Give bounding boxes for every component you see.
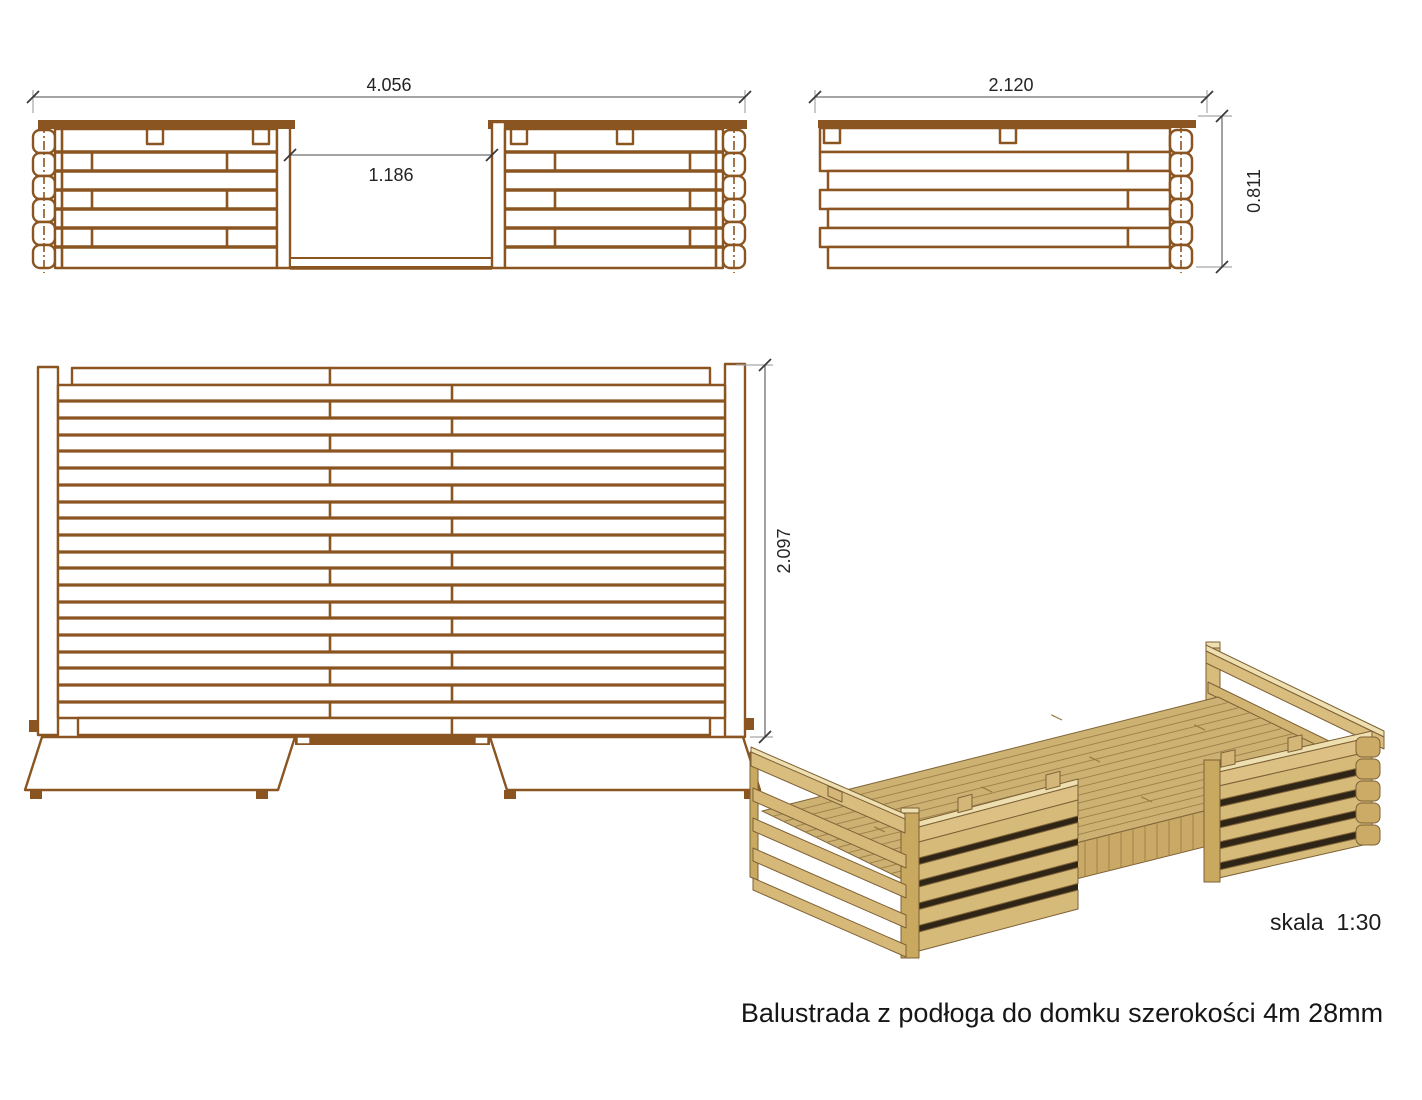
render-left-end-railing [750, 747, 906, 957]
front-left-cap-rail [38, 120, 295, 129]
render-fr-block-2 [1288, 735, 1302, 753]
front-right-notch-1 [511, 129, 527, 144]
front-elevation-view [33, 120, 747, 273]
plan-bottom-row [78, 718, 710, 735]
front-left-post [277, 122, 290, 268]
side-notch-1 [824, 128, 840, 143]
front-left-notch-1 [147, 129, 163, 144]
front-right-notch-2 [617, 129, 633, 144]
side-slats [820, 152, 1170, 268]
dim-front-opening-width [284, 149, 498, 185]
plan-opening-edge-bar [295, 736, 490, 745]
plan-opening-notch-left [297, 737, 310, 744]
dim-label-plan-depth: 2.097 [774, 528, 794, 574]
dim-label-front-overall: 4.056 [366, 75, 412, 95]
scale-note: skala 1:30 [1270, 909, 1382, 935]
dim-label-side-width: 2.120 [988, 75, 1034, 95]
opening-floor-strip [290, 258, 492, 267]
side-notch-2 [1000, 128, 1016, 143]
dim-label-side-height: 0.811 [1244, 169, 1264, 213]
side-row-1 [820, 128, 1170, 152]
front-right-post [492, 122, 505, 268]
dim-front-overall-width [27, 75, 751, 113]
plan-opening-notch-right [475, 737, 488, 744]
plan-balustrade-left [25, 737, 295, 790]
render-fr-post [1204, 760, 1220, 882]
plan-balustrade-right [490, 737, 760, 790]
front-left-notch-2 [253, 129, 269, 144]
dim-side-overall-height [1196, 110, 1264, 273]
render-fl-block-2 [1046, 771, 1060, 789]
render-front-right-panel [1204, 731, 1372, 882]
render-fl-block-1 [958, 794, 972, 812]
plan-left-rail [38, 367, 58, 735]
render-corner-log-stack [1356, 737, 1380, 845]
dim-side-overall-width [809, 75, 1213, 113]
drawing-caption: Balustrada z podłoga do domku szerokości 4m 28mm [740, 998, 1384, 1028]
plan-top-row [72, 368, 710, 385]
side-elevation-view [818, 120, 1196, 273]
dim-label-front-opening: 1.186 [368, 165, 414, 185]
front-right-cap-rail [488, 120, 747, 129]
plan-view [25, 364, 760, 799]
render-fr-block-1 [1221, 750, 1235, 767]
plan-right-rail [725, 364, 745, 737]
